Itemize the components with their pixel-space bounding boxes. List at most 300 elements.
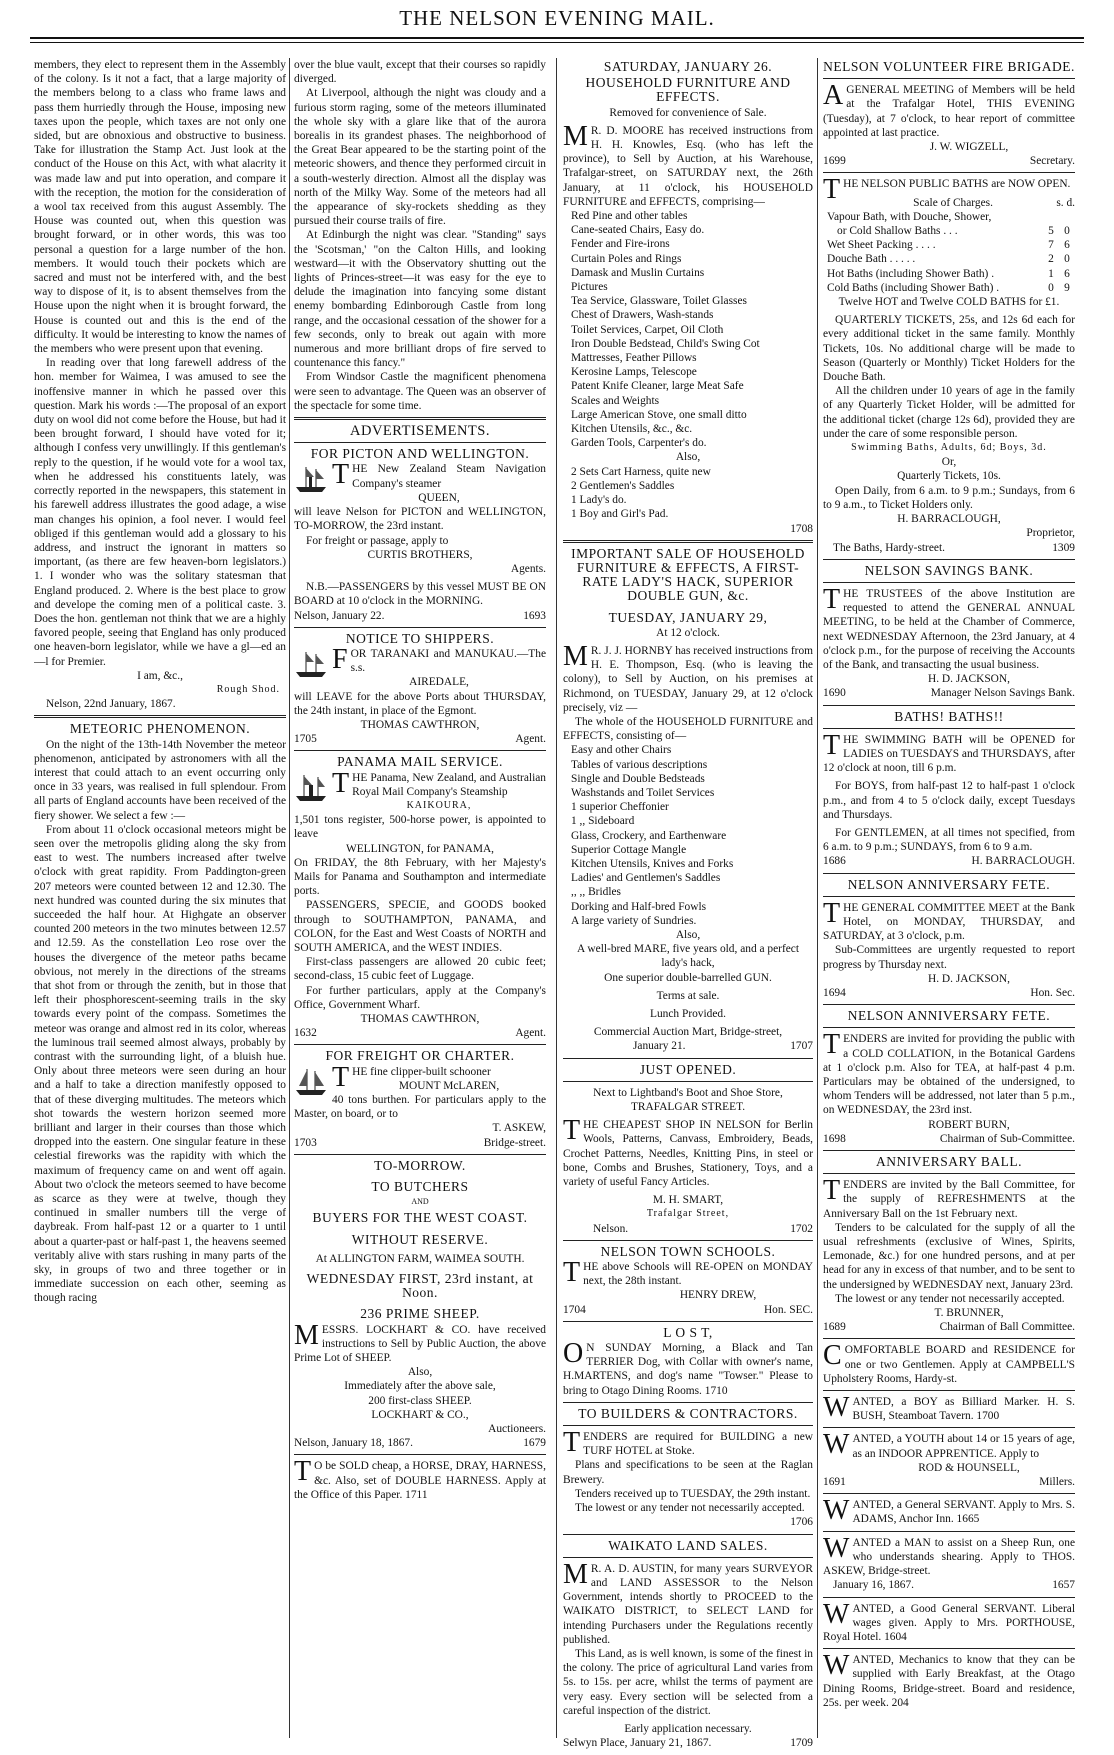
ad-text: For further particulars, apply at the Company's Office, Government Wharf. [294, 984, 546, 1011]
ad-text: Lunch Provided. [650, 1008, 726, 1020]
ad-text: One superior double-barrelled GUN. [604, 971, 772, 984]
rule [823, 1427, 1075, 1428]
agent-name: H. D. JACKSON, [928, 972, 1010, 985]
drop-cap: W [823, 1495, 850, 1527]
ad-text: Twelve HOT and Twelve COLD BATHS for £1. [838, 296, 1060, 309]
ad-panama [294, 755, 546, 1040]
ad-text: On FRIDAY, the 8th February, with her Majesty's Mails for Panama and Southampton and intermediate ports. [294, 856, 546, 898]
charge-item: Hot Baths (including Shower Bath) . [827, 267, 995, 280]
ad-heading: WEDNESDAY FIRST, 23rd instant, at Noon. [306, 1271, 534, 1301]
drop-cap: C [823, 1340, 842, 1372]
ad-text: GENERAL MEETING of Members will be held at the Trafalgar Hotel, THIS EVENING (Tuesday), at 7 o'clock, to hear report of committee appointed at last practice. [823, 84, 1075, 139]
list-item: 2 Sets Cart Harness, quite new [571, 465, 711, 478]
column-2 [294, 58, 546, 1504]
ad-date: Selwyn Place, January 21, 1867. [563, 1737, 712, 1750]
column-3 [563, 58, 813, 1750]
ship-name: AIREDALE, [409, 676, 469, 689]
ad-number: 1700 [976, 1410, 1000, 1423]
ad-text: Sub-Committees are urgently requested to report progress by Thursday next. [823, 944, 1075, 971]
drop-cap: T [823, 729, 841, 761]
ad-text: Scale of Charges. [913, 196, 993, 209]
harness-list [563, 465, 813, 522]
ad-text: For GENTLEMEN, at all times not specified, from 6 a.m. to 9 p.m.; SUNDAYS, from 6 to 9 a.m. [823, 826, 1075, 854]
ad-text: ANTED, a YOUTH about 14 or 15 years of age, as an INDOOR APPRENTICE. Apply to [852, 1433, 1075, 1460]
drop-cap: M [294, 1319, 319, 1351]
ad-number: 1689 [823, 1321, 846, 1334]
agent-role: Agent. [515, 1027, 546, 1040]
rule [823, 728, 1075, 729]
agent-address: Trafalgar Street, [646, 1208, 730, 1220]
ad-number: 1703 [294, 1136, 317, 1149]
ad-number: 1691 [823, 1476, 846, 1489]
section-rule [563, 540, 813, 543]
masthead: THE NELSON EVENING MAIL. [399, 6, 715, 30]
ad-text: 200 first-class SHEEP. [368, 1394, 472, 1407]
agent-role: Agent. [515, 733, 546, 746]
list-item: Tables of various descriptions [571, 758, 708, 771]
ad-heading: TO-MORROW. [374, 1157, 466, 1173]
ad-text: Swimming Baths, Adults, 6d; Boys, 3d. [851, 442, 1047, 454]
ad-text: s. d. [1056, 196, 1075, 209]
ad-text: At 12 o'clock. [656, 626, 720, 639]
ad-charter [294, 1049, 546, 1149]
ad-text: Or, [941, 456, 957, 469]
ad-heading: L O S T, [663, 1324, 713, 1340]
ad-text: R. J. J. HORNBY has received instructions from H. E. Thompson, Esq. (who is leaving the colony), to Sell by Auction, on his premises at Richmond, on TUESDAY, January 29, at 12 o'clock precisely, viz — [563, 644, 813, 714]
agent-role: Chairman of Ball Committee. [939, 1321, 1075, 1334]
drop-cap: W [823, 1650, 850, 1682]
rule [823, 896, 1075, 897]
charge-price [1043, 281, 1075, 295]
drop-cap: T [294, 1456, 312, 1488]
charge-row [823, 238, 1075, 252]
ad-heading: IMPORTANT SALE OF HOUSEHOLD FURNITURE & EFFECTS, A FIRST-RATE LADY'S HACK, SUPERIOR DOUBLE GUN, &c. [571, 545, 805, 604]
ad-number: 1698 [823, 1132, 846, 1145]
ad-number: 1309 [1052, 541, 1075, 554]
ad-text: Plans and specifications to be seen at the Raglan Brewery. [563, 1459, 813, 1486]
column-1 [34, 58, 286, 1306]
ad-text: All the children under 10 years of age in the family of any Quarterly Ticket Holder, will be admitted for the additional ticket (charge 12s 6d), provided they are under the care of some responsible person. [823, 385, 1075, 440]
charge-shillings: 1 [1048, 267, 1054, 280]
rule [823, 705, 1075, 706]
agent-name: CURTIS BROTHERS, [367, 548, 473, 561]
ad-text: Open Daily, from 6 a.m. to 9 p.m.; Sundays, from 6 to 9 a.m., to Ticket Holders only. [823, 484, 1075, 511]
ad-text: Next to Lightband's Boot and Shoe Store, [593, 1086, 783, 1099]
list-item: Dorking and Half-bred Fowls [571, 900, 707, 913]
column-divider [289, 58, 290, 1738]
charge-row [823, 224, 1075, 238]
list-item: 1 ,, Sideboard [571, 815, 635, 828]
ad-heading: HOUSEHOLD FURNITURE AND EFFECTS. [585, 75, 791, 105]
ad-number: 1702 [790, 1222, 813, 1235]
column-divider [556, 58, 557, 1738]
list-item: Kerosine Lamps, Telescope [571, 366, 697, 379]
ad-route: WELLINGTON, for PANAMA, [345, 842, 495, 855]
rule [823, 1493, 1075, 1494]
list-item: Mattresses, Feather Pillows [571, 352, 697, 365]
rule [823, 559, 1075, 560]
agent-role: Hon. SEC. [763, 1303, 813, 1316]
meteor-paragraph: over the blue vault, except that their courses so rapidly diverged. [294, 59, 546, 86]
drop-cap: W [823, 1532, 850, 1564]
column-divider [817, 58, 818, 1738]
ad-number: 1690 [823, 687, 846, 700]
ad-text: ANTED, Mechanics to know that they can be supplied with Early Breakfast, at the Otago Dining Rooms, Bridge-street. Board and residence, 25s. per week. [823, 1654, 1075, 1709]
ad-number: 1704 [563, 1303, 586, 1316]
charge-row [823, 281, 1075, 295]
rule [823, 582, 1075, 583]
masthead-rule [30, 37, 1084, 39]
agent-name: LOCKHART & CO., [371, 1408, 469, 1421]
ad-text: Tenders to be calculated for the supply of all the usual refreshments (exclusive of Wines, Spirits, Lemonade, &c.) for one hundred persons, and at per head for any in excess of that number, and to be sent to the undersigned by WEDNESDAY next, January 23rd. [823, 1221, 1075, 1291]
ad-text: ANTED a MAN to assist on a Sheep Run, one who understands shearing. Apply to THOS. ASKEW, Bridge-street. [823, 1536, 1075, 1578]
drop-cap: T [823, 174, 841, 206]
charge-pence: 0 [1064, 225, 1070, 238]
ad-text: N.B.—PASSENGERS by this vessel MUST BE ON BOARD at 10 o'clock in the MORNING. [294, 581, 546, 608]
agent-name: ROBERT BURN, [928, 1118, 1010, 1131]
section-rule [294, 417, 546, 420]
ad-text: ESSRS. LOCKHART & CO. have received instructions to Sell by Public Auction, the above Prime Lot of SHEEP. [294, 1323, 546, 1365]
rule [823, 1004, 1075, 1005]
drop-cap: T [332, 1061, 350, 1093]
rule [294, 1154, 546, 1155]
ad-text: This Land, as is well known, is some of the finest in the colony. The price of agricultural Land varies from 5s. to 15s. per acre, whilst the terms of payment are very easy. Every section will be selected from a careful inspection of the district. [563, 1647, 813, 1717]
ad-text: ENDERS are required for BUILDING a new TURF HOTEL at Stoke. [583, 1431, 813, 1458]
ad-heading: SATURDAY, JANUARY 26. [603, 59, 773, 74]
ad-date: Nelson, January 18, 1867. [294, 1437, 413, 1450]
ad-text: Also, [407, 1366, 433, 1379]
furniture-list [563, 209, 813, 450]
agent-name: H. D. JACKSON, [928, 673, 1010, 686]
ad-text: ANTED, a Good General SERVANT. Liberal wages given. Apply to Mrs. PORTHOUSE, Royal Hotel. [823, 1602, 1075, 1643]
list-item: Patent Knife Cleaner, large Meat Safe [571, 380, 744, 393]
ad-text: Quarterly Tickets, 10s. [897, 470, 1001, 483]
list-item: Scales and Weights [571, 394, 660, 407]
agent-role: Proprietor, [1026, 527, 1075, 540]
ad-number: 1705 [294, 733, 317, 746]
drop-cap: F [332, 643, 348, 675]
drop-cap: O [563, 1338, 584, 1370]
agent-role: Millers. [1039, 1476, 1075, 1489]
charge-shillings: 2 [1048, 253, 1054, 266]
rule [294, 1454, 546, 1455]
list-item: Fender and Fire-irons [571, 238, 670, 251]
ad-text: OMFORTABLE BOARD and RESIDENCE for one or two Gentlemen. Apply at CAMPBELL'S Upholstery Rooms, Hardy-st. [823, 1344, 1075, 1385]
ad-text: Terms at sale. [656, 989, 720, 1002]
agent-address: The Baths, Hardy-street. [833, 541, 945, 554]
ad-text: OR TARANAKI and MANUKAU.—The s.s. [350, 647, 546, 675]
ad-text: HE Panama, New Zealand, and Australian Royal Mail Company's Steamship [352, 771, 546, 798]
drop-cap: M [563, 120, 588, 152]
ad-heading: NELSON ANNIVERSARY FETE. [847, 876, 1051, 892]
ad-number: 1711 [405, 1488, 428, 1501]
letter-dateline: Nelson, 22nd January, 1867. [46, 698, 176, 711]
ad-heading: TUESDAY, JANUARY 29, [608, 609, 768, 625]
ship-name: QUEEN, [418, 491, 460, 504]
ad-number: 1706 [790, 1516, 813, 1529]
agent-name: M. H. SMART, [652, 1194, 724, 1207]
ad-text: ANTED, a BOY as Billiard Marker. H. S. BUSH, Steamboat Tavern. [852, 1396, 1075, 1423]
list-item: Toilet Services, Carpet, Oil Cloth [571, 323, 724, 336]
ad-date: January 16, 1867. [833, 1579, 914, 1592]
charge-row [823, 252, 1075, 266]
list-item: Red Pine and other tables [571, 210, 688, 223]
ship-icon [294, 1066, 328, 1098]
rule [823, 1173, 1075, 1174]
ad-number: 1708 [790, 522, 813, 535]
ad-text: Immediately after the above sale, [344, 1380, 496, 1393]
meteor-paragraph: At Edinburgh the night was clear. "Standing" says the 'Scotsman,' "on the Calton Hills, and looking westward—it with the Observatory shutting out the lights of Princes-street—it was easy for the eye to delude the imagination into fancying some distant enemy bombarding Edinborough Castle from long range, and the occasional cessation of the shower for a few seconds, only to break out again with more numerous and more brilliant drops of fire served to countenance this fancy." [294, 229, 546, 370]
drop-cap: T [823, 897, 841, 929]
list-item: Glass, Crockery, and Earthenware [571, 829, 727, 842]
ad-text: For freight or passage, apply to [306, 534, 449, 547]
drop-cap: W [823, 1392, 850, 1424]
charge-price [1043, 252, 1075, 266]
furniture-list [563, 743, 813, 928]
ad-text: Commercial Auction Mart, Bridge-street, [593, 1026, 783, 1039]
ad-horse [294, 1456, 546, 1502]
meteor-paragraph: On the night of the 13th-14th November the meteor phenomenon, anticipated by astronomers with all the interest that could attach to an event occurring only once in 33 years, was realised in full splendour. From all parts of England accounts have been received of the fiery shower. We select a few :— [34, 738, 286, 822]
ad-text: HE New Zealand Steam Navigation Company's steamer [352, 463, 546, 490]
ad-date: January 21. [633, 1040, 686, 1053]
charge-row [823, 267, 1075, 281]
charge-item: or Cold Shallow Baths . . . [837, 225, 958, 238]
ad-heading: PANAMA MAIL SERVICE. [337, 754, 503, 770]
ad-text: will LEAVE for the above Ports about THURSDAY, the 24th instant, in place of the Egmont. [294, 690, 546, 717]
drop-cap: M [563, 640, 588, 672]
ad-picton [294, 447, 546, 622]
meteor-heading: METEORIC PHENOMENON. [69, 721, 251, 737]
ship-icon [294, 772, 328, 804]
ad-text: QUARTERLY TICKETS, 25s, and 12s 6d each for every additional ticket in the same family. Monthly Tickets, 10s. No additional charge will be made to Season (Quarterly or Monthly) Ticket Holders for the Douche Bath. [823, 314, 1075, 384]
letter-closing: I am, &c., [137, 669, 183, 682]
ad-text: ENDERS are invited for providing the public with a COLD COLLATION, in the Botanical Gardens at 1 o'clock p.m. Also for TEA, at half-past 4 p.m. Particulars may be obtained of the undersigned, to whom Tenders will be addressed, not later than 5 p.m., on WEDNESDAY, the 23rd inst. [823, 1033, 1075, 1117]
list-item: Washstands and Toilet Services [571, 786, 715, 799]
ad-text: HE SWIMMING BATH will be OPENED for LADIES on TUESDAYS and THURSDAYS, after 12 o'clock at noon, till 6 p.m. [823, 733, 1075, 775]
agent-role: Manager Nelson Savings Bank. [930, 687, 1075, 700]
ad-heading: TO BUILDERS & CONTRACTORS. [578, 1405, 798, 1421]
ad-text: A well-bred MARE, five years old, and a perfect lady's hack, [576, 943, 800, 970]
rule [563, 1240, 813, 1241]
charges-table [823, 210, 1075, 295]
ad-text: Also, [675, 928, 701, 941]
rule [563, 1081, 813, 1082]
ad-text: 1,501 tons register, 500-horse power, is appointed to leave [294, 814, 546, 841]
ad-heading: NELSON SAVINGS BANK. [864, 562, 1034, 578]
list-item: ,, ,, Bridles [571, 886, 621, 899]
meteor-paragraph: From about 11 o'clock occasional meteors might be seen over the metropolis gliding along the sky from east to west. The numbers increased after twelve o'clock with great rapidity. From Paddington-green 207 meteors were counted between 12 and 12.30. The next hundred was counted during the six minutes that succeeded the half hour. At Highgate an observer counted 200 meteors in the two minutes between 12.57 and 12.59. As the constellation Leo rose over the houses the divergence of the meteor paths became obvious, not merely in the directions of the streams that shot from or through the zenith, but in those that left their phosphorescent-seeming trails in the sky towards every point of the compass. Sometimes the meteor was orange and almost red in its color, whereas the luminous trail seemed almost always, probably by contrast with the surrounding light, of a bluish hue. Only about three meteors were seen during an hour and a half to take a direction manifestly opposed to that of these diverging multitudes. The meteors which shot towards the western horizon seemed more brilliant and larger in their courses than those which dropped into the eastern. One singular feature in these celestial fireworks was the rapidity with which the maximum of frequency came on and went off again. About two o'clock the meteors seemed to have become as scarce as they were at twelve, though they continued in smaller numbers till the verge of daybreak. From half-past 12 or a quarter to 1 until about a quarter-past or half-past 1, the heavens seemed veritably alive with stars rushing in many parts of the sky, in groups of two and three together or in immediate succession on each other, seeming as though racing [34, 823, 286, 1305]
ad-text: HE CHEAPEST SHOP IN NELSON for Berlin Wools, Patterns, Canvass, Embroidery, Beads, Crochet Patterns, Needles, Knitting Pins, in steel or bone, Combs and Brushes, Stationery, Toys, and a variety of useful Fancy Articles. [563, 1119, 813, 1189]
list-item: Superior Cottage Mangle [571, 843, 687, 856]
ad-text: HE fine clipper-built schooner [352, 1065, 491, 1078]
ad-text: O be SOLD cheap, a HORSE, DRAY, HARNESS, &c. Also, set of DOUBLE HARNESS. Apply at the Office of this Paper. [294, 1460, 546, 1501]
ad-text: Also, [675, 451, 701, 464]
ad-text: For BOYS, from half-past 12 to half-past 1 o'clock p.m., and from 4 to 5 o'clock daily, except Tuesdays and Thursdays. [823, 780, 1075, 821]
agent-name: J. W. WIGZELL, [929, 141, 1009, 154]
list-item: 1 Boy and Girl's Pad. [571, 508, 669, 521]
ad-text: ANTED, a General SERVANT. Apply to Mrs. S. ADAMS, Anchor Inn. [852, 1499, 1075, 1526]
charge-pence: 6 [1064, 239, 1070, 252]
list-item: Iron Double Bedstead, Child's Swing Cot [571, 337, 760, 350]
agent-name: THOMAS CAWTHRON, [360, 1013, 480, 1025]
section-rule [34, 715, 286, 718]
ad-number: 1665 [956, 1513, 980, 1526]
ad-text: ENDERS are invited by the Ball Committee, for the supply of REFRESHMENTS at the Anniversary Ball on the 1st February next. [823, 1179, 1075, 1220]
ship-icon [294, 648, 328, 680]
ad-text: First-class passengers are allowed 20 cubic feet; second-class, 15 cubic feet of Luggage. [294, 956, 546, 983]
agent-role: Auctioneers. [488, 1423, 546, 1436]
agent-role: Chairman of Sub-Committee. [939, 1132, 1075, 1145]
agent-name: ROD & HOUNSELL, [918, 1461, 1020, 1474]
agent-name: THOMAS CAWTHRON, [360, 718, 480, 731]
ad-heading: WAIKATO LAND SALES. [608, 1537, 768, 1553]
ad-number: 204 [891, 1696, 909, 1709]
charge-item: Vapour Bath, with Douche, Shower, [827, 210, 992, 223]
list-item: Easy and other Chairs [571, 744, 672, 757]
ad-shippers [294, 632, 546, 747]
ad-text: R. A. D. AUSTIN, for many years SURVEYOR and LAND ASSESSOR to the Nelson Government, intends shortly to PROCEED to the WAIKATO DISTRICT, to SELECT LAND for intending Purchasers under the Regulations recently published. [563, 1562, 813, 1646]
charge-item: Douche Bath . . . . . [827, 253, 916, 266]
agent-role: Agents. [510, 562, 546, 575]
ad-text: Tenders received up to TUESDAY, the 29th instant. [575, 1487, 811, 1500]
rule [823, 1390, 1075, 1391]
rule [563, 1321, 813, 1322]
ad-heading: FOR PICTON AND WELLINGTON. [310, 446, 530, 462]
ad-sheep [294, 1159, 546, 1451]
ship-icon [294, 463, 328, 495]
ad-heading: NOTICE TO SHIPPERS. [345, 630, 495, 646]
ad-heading: TO BUTCHERS [371, 1179, 469, 1195]
list-item: Kitchen Utensils, Knives and Forks [571, 857, 734, 870]
charge-price [1043, 210, 1075, 224]
meteor-paragraph: At Liverpool, although the night was cloudy and a furious storm raging, some of the meteors illuminated the whole sky with a glare like that of the aurora borealis in its grandest phases. The neighborhood of the Great Bear appeared to be the starting point of the meteoric showers, and thence they performed circuit in a south-westerly direction. Almost all the display was north of the Milky Way. Some of the meteors had all the appearance of sky-rockets shedding as they pursued their course trails of fire. [294, 87, 546, 228]
ad-text: HE TRUSTEES of the above Institution are requested to attend the GENERAL ANNUAL MEETING, to be held at the Chamber of Commerce, next WEDNESDAY Afternoon, the 23rd January, at 4 o'clock p.m., for the purpose of receiving the Accounts of the Bank, and transacting the usual business. [823, 587, 1075, 671]
list-item: Kitchen Utensils, &c., &c. [571, 423, 693, 436]
list-item: Cane-seated Chairs, Easy do. [571, 224, 705, 237]
ad-number: 1686 [823, 855, 846, 868]
letter-paragraph: members, they elect to represent them in the Assembly of the colony. Is it not a fact, that a large majority of the members belong to a class who frame laws and pass them hurriedly through the House, imposing new taxes upon the people, which taxes are not only one sided, but are obnoxious and obstructive to business. Take for illustration the Stamp Act. Just look at the conduct of the House on this Act, with what alacrity it was made law and put into operation, and compare it with the reception, the motion for the consideration of a wool tax received from this august Assembly. The House was counted out, when this question was brought forward, or in other words, this was too personal a question for a large number of the hon. members. It would touch their pockets which are sacred and must not be interfered with, and the best way to dispose of it, is to absent themselves from the House upon the night when it is brought forward, the House is counted out and this is the end of the difficulty. It would be interesting to know the names of the members who were present upon that evening. [34, 59, 286, 356]
charge-shillings: 7 [1048, 239, 1054, 252]
ad-heading: NELSON VOLUNTEER FIRE BRIGADE. [823, 59, 1075, 74]
list-item: Single and Double Bedsteads [571, 772, 705, 785]
list-item: Tea Service, Glassware, Toilet Glasses [571, 295, 747, 308]
ad-heading: HE NELSON PUBLIC BATHS are NOW OPEN. [843, 178, 1071, 191]
letter-paragraph: In reading over that long farewell address of the hon. member for Waimea, I was amused to see the inoffensive manner in which he passed over this question. Mark his words :—The proposal of an export duty on wool did not come before the House, but had it been brought forward, I should have voted for it; although I confess very unwillingly. If this gentleman's reply to the question, if he would vote for a wool tax, when he addressed his constituents lately, was correctly reported in the newspapers, this statement in his farewell address illustrates the good adage, a wise man changes his opinion, a fool never. I would feel obliged if this gentleman would add a glossary to his address, and instruct the ignorant in matters so important, (as there are few heaven-born legislators.) 1. I wonder who was the solitary statesman that England produced. 2. Where is the best place to grow and develope the coming men of a political caste. 3. Does the hon. gentleman not think that we are a highly favored people, seeing that England has only produced one heaven-born legislator, while we have a gl—ed an—l for Premier. [34, 357, 286, 668]
drop-cap: T [563, 1427, 581, 1459]
ad-number: 1710 [704, 1384, 728, 1397]
ad-heading: BATHS! BATHS!! [894, 708, 1004, 724]
ad-heading: NELSON ANNIVERSARY FETE. [847, 1008, 1051, 1024]
rule [294, 627, 546, 628]
masthead-rule-thin [30, 42, 1084, 43]
drop-cap: T [823, 1029, 841, 1061]
drop-cap: M [563, 1558, 588, 1590]
ad-text: will leave Nelson for PICTON and WELLINGTON, TO-MORROW, the 23rd instant. [294, 506, 546, 533]
ad-text: 40 tons burthen. For particulars apply to the Master, on board, or to [294, 1094, 546, 1121]
list-item: Chest of Drawers, Wash-stands [571, 309, 714, 322]
ad-heading: NELSON TOWN SCHOOLS. [600, 1243, 776, 1259]
ship-name: KAIKOURA, [406, 799, 472, 811]
advertisements-heading: ADVERTISEMENTS. [350, 423, 490, 440]
ad-text: Early application necessary. [624, 1722, 752, 1735]
list-item: 2 Gentlemen's Saddles [571, 479, 675, 492]
charge-pence: 9 [1064, 281, 1070, 294]
rule [294, 750, 546, 751]
rule [563, 1402, 813, 1403]
charge-item: Cold Baths (including Shower Bath) . [827, 281, 1000, 294]
ad-text: HE GENERAL COMMITTEE MEET at the Bank Hotel, on MONDAY, THURSDAY, and SATURDAY, at 3 o'clock, p.m. [823, 901, 1075, 943]
charge-pence: 6 [1064, 267, 1070, 280]
rule [823, 78, 1075, 79]
ad-number: 1657 [1052, 1579, 1075, 1592]
ad-number: 1679 [523, 1437, 546, 1450]
ad-text: The whole of the HOUSEHOLD FURNITURE and EFFECTS, consisting of— [563, 715, 813, 743]
ad-heading: FOR FREIGHT OR CHARTER. [325, 1048, 515, 1064]
rule [823, 1150, 1075, 1151]
charge-pence: 0 [1064, 253, 1070, 266]
agent-name: H. BARRACLOUGH, [897, 513, 1001, 526]
list-item: 1 superior Cheffonier [571, 801, 669, 814]
charge-price [1043, 224, 1075, 238]
ad-text: R. D. MOORE has received instructions from H. H. Knowles, Esq. (who has left the province), to Sell by Auction, at his Warehouse, Trafalgar-street, on SATURDAY next, the 26th January, at 11 o'clock, his HOUSEHOLD FURNITURE and EFFECTS, comprising— [563, 124, 813, 208]
ad-heading: ANNIVERSARY BALL. [875, 1154, 1022, 1170]
rule [823, 172, 1075, 173]
list-item: Pictures [571, 281, 608, 294]
ad-heading: BUYERS FOR THE WEST COAST. [312, 1210, 528, 1226]
ad-text: The lowest or any tender not necessarily accepted. [575, 1502, 805, 1515]
drop-cap: T [823, 1175, 841, 1207]
drop-cap: T [332, 767, 350, 799]
column-4 [823, 58, 1075, 1710]
charge-shillings: 5 [1048, 225, 1054, 238]
ship-name: MOUNT McLAREN, [398, 1079, 500, 1092]
agent-address: Bridge-street. [483, 1136, 546, 1149]
charge-price [1043, 267, 1075, 281]
charge-row [823, 210, 1075, 224]
agent-name: T. ASKEW, [492, 1122, 546, 1135]
rule [294, 1044, 546, 1045]
rule [823, 1338, 1075, 1339]
charge-price [1043, 238, 1075, 252]
ad-text: Removed for convenience of Sale. [609, 106, 767, 119]
ad-heading: WITHOUT RESERVE. [351, 1231, 489, 1247]
rule [823, 1648, 1075, 1649]
agent-role: Hon. Sec. [1030, 986, 1075, 999]
ad-text: AND [411, 1197, 429, 1207]
ad-text: The lowest or any tender not necessarily accepted. [835, 1292, 1065, 1305]
agent-name: T. BRUNNER, [934, 1307, 1004, 1320]
letter-signature: Rough Shod. [216, 683, 280, 695]
drop-cap: T [823, 583, 841, 615]
ad-number: 1632 [294, 1027, 317, 1040]
list-item: Ladies' and Gentlemen's Saddles [571, 872, 721, 885]
list-item: A large variety of Sundries. [571, 914, 697, 927]
ad-text: HE above Schools will RE-OPEN on MONDAY next, the 28th instant. [583, 1261, 813, 1288]
list-item: Large American Stove, one small ditto [571, 408, 747, 421]
rule [294, 442, 546, 443]
rule [563, 1557, 813, 1558]
charge-shillings: 0 [1048, 281, 1054, 294]
ad-number: 1604 [884, 1630, 907, 1643]
ad-heading: JUST OPENED. [639, 1061, 737, 1077]
drop-cap: T [563, 1257, 581, 1289]
ad-text: N SUNDAY Morning, a Black and Tan TERRIER Dog, with Collar with owner's name, H.MARTENS, and dog's name "Towser." Please to bring to Otago Dining Rooms. [563, 1342, 813, 1397]
rule [823, 1597, 1075, 1598]
ad-heading: 236 PRIME SHEEP. [360, 1306, 480, 1322]
ad-number: 1693 [523, 609, 546, 622]
drop-cap: W [823, 1598, 850, 1630]
drop-cap: A [823, 80, 844, 112]
